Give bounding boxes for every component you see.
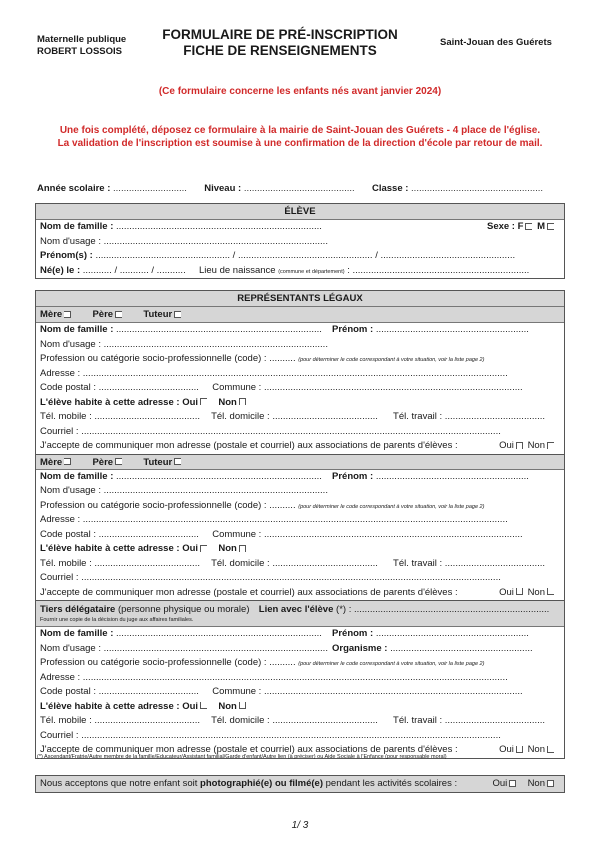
rep1-accept-oui-checkbox[interactable] — [516, 442, 523, 449]
rep2-nom-row — [36, 470, 564, 485]
rep2-adresse-row — [36, 513, 564, 528]
rep2-tel-travail-field[interactable]: ...................................... — [444, 557, 546, 569]
rep1-accept-oui-label: Oui — [499, 440, 514, 451]
rep1-nom-field[interactable]: .............................................................................. — [116, 324, 322, 335]
eleve-prenoms-row — [36, 249, 564, 264]
tiers-tel-mobile-label: Tél. mobile : — [40, 715, 92, 726]
annee-scolaire-field[interactable]: ............................ — [113, 183, 187, 194]
photo-oui-label: Oui — [492, 778, 508, 789]
photo-non-label: Non — [527, 778, 545, 789]
rep1-tel-row — [36, 410, 564, 425]
rep1-prenom-label: Prénom : — [332, 324, 374, 335]
rep2-cp-field[interactable]: ...................................... — [98, 528, 199, 540]
tiers-accept-label: J'accepte de communiquer mon adresse (postale et courriel) aux associations de parents d'élèves : — [40, 744, 458, 755]
rep2-commune-label: Commune : — [212, 528, 262, 540]
rep2-tel-mobile-label: Tél. mobile : — [40, 557, 92, 569]
rep2-courriel-row — [36, 571, 564, 586]
tiers-profession-label: Profession ou catégorie socio-professionnelle (code) : — [40, 657, 267, 668]
rep1-usage-field[interactable]: ..................................................................................... — [103, 338, 328, 350]
rep2-usage-label: Nom d'usage : — [40, 485, 101, 496]
photo-consent-text-bold: photographié(e) ou filmé(e) — [200, 778, 323, 789]
tiers-nom-row — [36, 627, 564, 642]
rep1-accept-non-label: Non — [527, 440, 545, 451]
tiers-usage-label: Nom d'usage : — [40, 642, 101, 654]
rep1-adresse-label: Adresse : — [40, 367, 81, 379]
niveau-field[interactable]: .......................................... — [243, 183, 355, 194]
rep2-tel-domicile-field[interactable]: ........................................ — [272, 557, 378, 569]
deposit-notice — [0, 124, 600, 150]
rep2-prenom-field[interactable]: .......................................................... — [375, 470, 529, 482]
footnote: (*) Ascendant/Fratrie/Autre membre de la famille/Educateur/Assistant familial/Garde d'enfant/Autre lien (à préciser) ou Aide Sociale à l'Enfance (pour responsable moral) — [37, 754, 447, 760]
rep2-tel-mobile-field[interactable]: ........................................ — [94, 557, 200, 569]
tiers-note: Fournir une copie de la décision du juge aux affaires familiales. — [40, 617, 194, 623]
school-name — [37, 34, 126, 58]
niveau-label: Niveau : — [204, 183, 242, 194]
rep2-usage-row — [36, 484, 564, 499]
rep1-tel-travail-label: Tél. travail : — [393, 411, 443, 422]
tiers-cp-field[interactable]: ...................................... — [98, 686, 199, 697]
tiers-commune-label: Commune : — [212, 686, 262, 697]
rep2-habite-oui-label: Oui — [182, 543, 199, 554]
representants-header: REPRÉSENTANTS LÉGAUX — [36, 291, 564, 307]
title-line-1: FORMULAIRE DE PRÉ-INSCRIPTION — [162, 27, 398, 42]
rep1-tel-travail-field[interactable]: ...................................... — [444, 411, 546, 422]
photo-consent-text-before: Nous acceptons que notre enfant soit — [40, 778, 198, 789]
tiers-nom-field[interactable]: .............................................................................. — [116, 628, 322, 639]
rep2-nom-field[interactable]: .............................................................................. — [116, 470, 322, 482]
eleve-section — [35, 203, 565, 279]
eleve-header: ÉLÈVE — [36, 204, 564, 220]
rep1-commune-label: Commune : — [212, 382, 262, 393]
ne-le-label: Né(e) le : — [40, 264, 81, 276]
tiers-commune-field[interactable]: .................................................................................................. — [263, 686, 523, 697]
rep2-tel-travail-label: Tél. travail : — [393, 557, 443, 569]
rep2-courriel-label: Courriel : — [40, 572, 79, 583]
tiers-courriel-field[interactable]: ............................................................................................................................................................... — [81, 729, 501, 741]
rep1-habite-non-checkbox[interactable] — [239, 398, 246, 405]
rep2-usage-field[interactable]: ..................................................................................... — [103, 485, 328, 496]
tiers-title: Tiers délégataire — [40, 604, 116, 615]
rep2-tuteur-label: Tuteur — [143, 456, 173, 468]
tiers-lien-label: Lien avec l'élève — [258, 604, 334, 615]
tiers-usage-field[interactable]: ..................................................................................... — [103, 642, 328, 654]
rep1-adresse-field[interactable]: ................................................................................................................................................................. — [82, 367, 508, 379]
tiers-habite-oui-label: Oui — [182, 700, 199, 712]
eleve-nom-famille-field[interactable]: .............................................................................. — [116, 221, 322, 232]
eleve-naissance-row — [36, 264, 564, 279]
rep1-prenom-field[interactable]: .......................................................... — [375, 324, 529, 335]
page-title — [145, 27, 415, 59]
eleve-usage-row — [36, 235, 564, 250]
rep2-cp-label: Code postal : — [40, 528, 96, 540]
photo-non-checkbox[interactable] — [547, 780, 554, 787]
rep1-tel-mobile-field[interactable]: ........................................ — [94, 411, 200, 422]
rep2-adresse-field[interactable]: ................................................................................................................................................................. — [82, 514, 508, 525]
tiers-habite-non-checkbox[interactable] — [239, 702, 246, 709]
classe-field[interactable]: .................................................. — [411, 183, 544, 194]
rep1-courriel-label: Courriel : — [40, 425, 79, 437]
rep1-tuteur-checkbox[interactable] — [174, 311, 181, 318]
rep1-cp-row — [36, 381, 564, 396]
tiers-accept-oui-checkbox[interactable] — [516, 746, 523, 753]
rep2-cp-row — [36, 528, 564, 543]
representants-section — [35, 290, 565, 759]
tiers-profession-row — [36, 656, 564, 671]
tiers-cp-label: Code postal : — [40, 686, 96, 697]
rep2-courriel-field[interactable]: ............................................................................................................................................................... — [81, 572, 501, 583]
rep2-adresse-label: Adresse : — [40, 514, 81, 525]
tiers-tel-travail-field[interactable]: ...................................... — [444, 715, 546, 726]
rep2-habite-non-checkbox[interactable] — [239, 545, 246, 552]
rep2-tuteur-checkbox[interactable] — [174, 458, 181, 465]
tiers-organisme-label: Organisme : — [332, 642, 388, 654]
tiers-prenom-field[interactable]: .......................................................... — [375, 628, 529, 639]
page-number: 1/ 3 — [291, 820, 309, 831]
rep1-mere-checkbox[interactable] — [64, 311, 71, 318]
eleve-prenoms-field[interactable]: ................................................... / ................................................... / ................................................... — [95, 250, 516, 261]
rep1-profession-hint: (pour déterminer le code correspondant à votre situation, voir la liste page 2) — [298, 357, 485, 363]
rep2-role-row — [36, 454, 564, 470]
tiers-adresse-row — [36, 671, 564, 686]
nom-usage-label: Nom d'usage : — [40, 235, 101, 247]
rep2-profession-field[interactable]: .......... — [269, 499, 296, 511]
rep1-usage-row — [36, 338, 564, 353]
rep2-accept-oui-label: Oui — [499, 586, 514, 598]
tiers-header — [36, 600, 564, 627]
rep1-tuteur-label: Tuteur — [143, 309, 173, 320]
rep1-habite-non-label: Non — [218, 396, 237, 408]
town-name: Saint-Jouan des Guérets — [440, 37, 552, 48]
tiers-tel-domicile-field[interactable]: ........................................ — [272, 715, 378, 726]
rep2-habite-oui-checkbox[interactable] — [200, 545, 207, 552]
rep1-accept-row — [36, 439, 564, 454]
tiers-adresse-field[interactable]: ................................................................................................................................................................. — [82, 671, 508, 683]
rep1-tel-domicile-label: Tél. domicile : — [211, 411, 270, 422]
tiers-tel-domicile-label: Tél. domicile : — [211, 715, 270, 726]
rep2-profession-label: Profession ou catégorie socio-professionnelle (code) : — [40, 499, 267, 511]
tiers-courriel-label: Courriel : — [40, 729, 79, 741]
tiers-accept-non-label: Non — [527, 744, 545, 755]
rep1-habite-oui-checkbox[interactable] — [200, 398, 207, 405]
sexe-label: Sexe : — [486, 221, 515, 232]
rep2-accept-label: J'accepte de communiquer mon adresse (postale et courriel) aux associations de parents d'élèves : — [40, 586, 458, 598]
rep1-nom-label: Nom de famille : — [40, 324, 114, 335]
rep1-profession-label: Profession ou catégorie socio-professionnelle (code) : — [40, 353, 267, 364]
tiers-habite-label: L'élève habite à cette adresse : — [40, 700, 180, 712]
tiers-habite-row — [36, 700, 564, 715]
rep2-accept-row — [36, 586, 564, 601]
rep1-habite-oui-label: Oui — [182, 396, 199, 408]
eleve-nom-usage-field[interactable]: ..................................................................................... — [103, 235, 328, 247]
sexe-f-checkbox[interactable] — [525, 223, 532, 230]
photo-oui-checkbox[interactable] — [509, 780, 516, 787]
lieu-naissance-label: Lieu de naissance — [198, 264, 276, 276]
school-info-line — [37, 183, 567, 194]
eleve-lieu-naissance-field[interactable]: : ................................................................... — [347, 264, 530, 276]
rep2-tel-domicile-label: Tél. domicile : — [211, 557, 270, 569]
tiers-organisme-field[interactable]: ...................................................... — [390, 642, 533, 654]
photo-consent-text-after: pendant les activités scolaires : — [325, 778, 458, 789]
tiers-accept-non-checkbox[interactable] — [547, 746, 554, 753]
tiers-prenom-label: Prénom : — [332, 628, 374, 639]
rep1-commune-field[interactable]: .................................................................................................. — [263, 382, 523, 393]
rep2-commune-field[interactable]: .................................................................................................. — [263, 528, 523, 540]
tiers-accept-oui-label: Oui — [499, 744, 514, 755]
rep1-pere-label: Père — [92, 309, 114, 320]
rep1-mere-label: Mère — [40, 309, 63, 320]
eligibility-notice: (Ce formulaire concerne les enfants nés avant janvier 2024) — [158, 86, 442, 97]
tiers-tel-row — [36, 714, 564, 729]
rep2-mere-label: Mère — [40, 456, 63, 468]
sexe-m-label: M — [537, 221, 545, 232]
title-line-2: FICHE DE RENSEIGNEMENTS — [183, 43, 377, 58]
rep2-habite-row — [36, 542, 564, 557]
tiers-usage-row — [36, 642, 564, 657]
rep1-habite-row — [36, 396, 564, 411]
tiers-habite-oui-checkbox[interactable] — [200, 702, 207, 709]
rep1-usage-label: Nom d'usage : — [40, 338, 101, 350]
tiers-tel-travail-label: Tél. travail : — [393, 715, 443, 726]
rep1-profession-row — [36, 352, 564, 367]
tiers-lien-field[interactable]: .......................................................................... — [353, 604, 550, 615]
tiers-tel-mobile-field[interactable]: ........................................ — [94, 715, 200, 726]
classe-label: Classe : — [371, 183, 409, 194]
rep2-tel-row — [36, 557, 564, 572]
rep2-profession-hint: (pour déterminer le code correspondant à votre situation, voir la liste page 2) — [298, 503, 485, 510]
lieu-naissance-hint: (commune et département) — [278, 268, 345, 275]
rep2-accept-non-checkbox[interactable] — [547, 588, 554, 595]
rep1-accept-non-checkbox[interactable] — [547, 442, 554, 449]
tiers-profession-hint: (pour déterminer le code correspondant à votre situation, voir la liste page 2) — [298, 661, 485, 667]
rep1-cp-label: Code postal : — [40, 382, 96, 393]
rep2-accept-oui-checkbox[interactable] — [516, 588, 523, 595]
rep2-nom-label: Nom de famille : — [40, 470, 114, 482]
rep1-nom-row — [36, 323, 564, 338]
rep2-prenom-label: Prénom : — [332, 470, 374, 482]
nom-famille-label: Nom de famille : — [40, 221, 114, 232]
rep2-pere-label: Père — [92, 456, 114, 468]
rep2-habite-non-label: Non — [218, 543, 237, 554]
tiers-profession-field[interactable]: .......... — [269, 657, 296, 668]
rep1-habite-label: L'élève habite à cette adresse : — [40, 396, 180, 408]
rep1-accept-label: J'accepte de communiquer mon adresse (postale et courriel) aux associations de parents d'élèves : — [40, 440, 458, 451]
photo-consent-box — [35, 775, 565, 793]
rep1-profession-field[interactable]: .......... — [269, 353, 296, 364]
school-label: ROBERT LOSSOIS — [37, 46, 122, 57]
tiers-nom-label: Nom de famille : — [40, 628, 114, 639]
rep1-courriel-field[interactable]: ............................................................................................................................................................... — [81, 425, 501, 437]
rep1-pere-checkbox[interactable] — [115, 311, 122, 318]
tiers-subtitle: (personne physique ou morale) — [117, 604, 250, 615]
rep2-accept-non-label: Non — [527, 586, 545, 598]
rep1-tel-domicile-field[interactable]: ........................................ — [272, 411, 378, 422]
annee-scolaire-label: Année scolaire : — [37, 183, 111, 194]
validation-text: La validation de l'inscription est soumise à une confirmation de la direction d'école par retour de mail. — [57, 138, 543, 149]
eleve-nom-row — [36, 220, 564, 235]
tiers-cp-row — [36, 685, 564, 700]
rep1-cp-field[interactable]: ...................................... — [98, 382, 199, 393]
rep2-profession-row — [36, 499, 564, 514]
prenoms-label: Prénom(s) : — [40, 250, 93, 261]
rep1-role-row — [36, 307, 564, 323]
sexe-m-checkbox[interactable] — [547, 223, 554, 230]
rep1-courriel-row — [36, 425, 564, 440]
school-type: Maternelle publique — [37, 34, 127, 45]
rep1-adresse-row — [36, 367, 564, 382]
sexe-f-label: F — [517, 221, 524, 232]
eleve-date-naissance-field[interactable]: ........... / ........... / ........... — [82, 264, 186, 276]
rep2-habite-label: L'élève habite à cette adresse : — [40, 543, 180, 554]
deposit-text: Une fois complété, déposez ce formulaire à la mairie de Saint-Jouan des Guérets - 4 place de l'église. — [59, 125, 541, 136]
tiers-lien-ref: (*) : — [336, 604, 352, 615]
rep2-mere-checkbox[interactable] — [64, 458, 71, 465]
rep2-pere-checkbox[interactable] — [115, 458, 122, 465]
tiers-habite-non-label: Non — [218, 700, 237, 712]
tiers-adresse-label: Adresse : — [40, 671, 81, 683]
rep1-tel-mobile-label: Tél. mobile : — [40, 411, 92, 422]
tiers-courriel-row — [36, 729, 564, 744]
